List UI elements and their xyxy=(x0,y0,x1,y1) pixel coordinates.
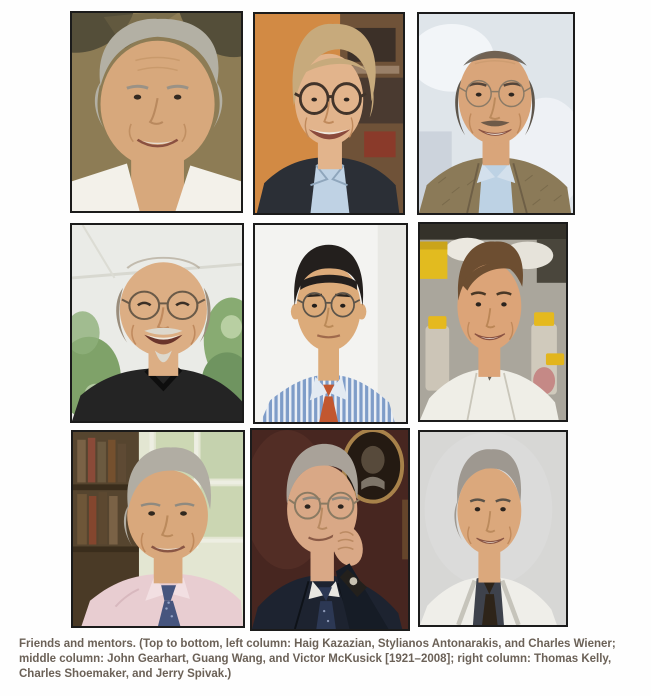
caption-line-3: Charles Shoemaker, and Jerry Spivak.) xyxy=(19,668,232,680)
photo-charles-wiener xyxy=(71,430,245,628)
portrait-charles-shoemaker xyxy=(420,224,566,420)
portrait-haig-kazazian xyxy=(72,13,241,211)
photo-john-gearhart xyxy=(253,12,405,215)
photo-stylianos-antonarakis xyxy=(70,223,244,423)
portrait-john-gearhart xyxy=(255,14,403,213)
photo-haig-kazazian xyxy=(70,11,243,213)
portrait-victor-mckusick xyxy=(252,430,408,629)
photo-guang-wang xyxy=(253,223,408,424)
portrait-charles-wiener xyxy=(73,432,243,626)
figure-caption xyxy=(19,637,639,682)
photo-jerry-spivak xyxy=(418,430,568,627)
portrait-guang-wang xyxy=(255,225,406,422)
caption-line-1: Friends and mentors. (Top to bottom, left column: Haig Kazazian, Stylianos Antonarakis, and Charles Wiener; xyxy=(19,638,616,650)
portrait-thomas-kelly xyxy=(419,14,573,213)
portrait-jerry-spivak xyxy=(420,432,566,625)
caption-line-2: middle column: John Gearhart, Guang Wang, and Victor McKusick [1921–2008]; right column: Thomas Kelly, xyxy=(19,653,612,665)
photo-thomas-kelly xyxy=(417,12,575,215)
photo-charles-shoemaker xyxy=(418,222,568,422)
photo-victor-mckusick xyxy=(250,428,410,631)
portrait-stylianos-antonarakis xyxy=(72,225,242,421)
